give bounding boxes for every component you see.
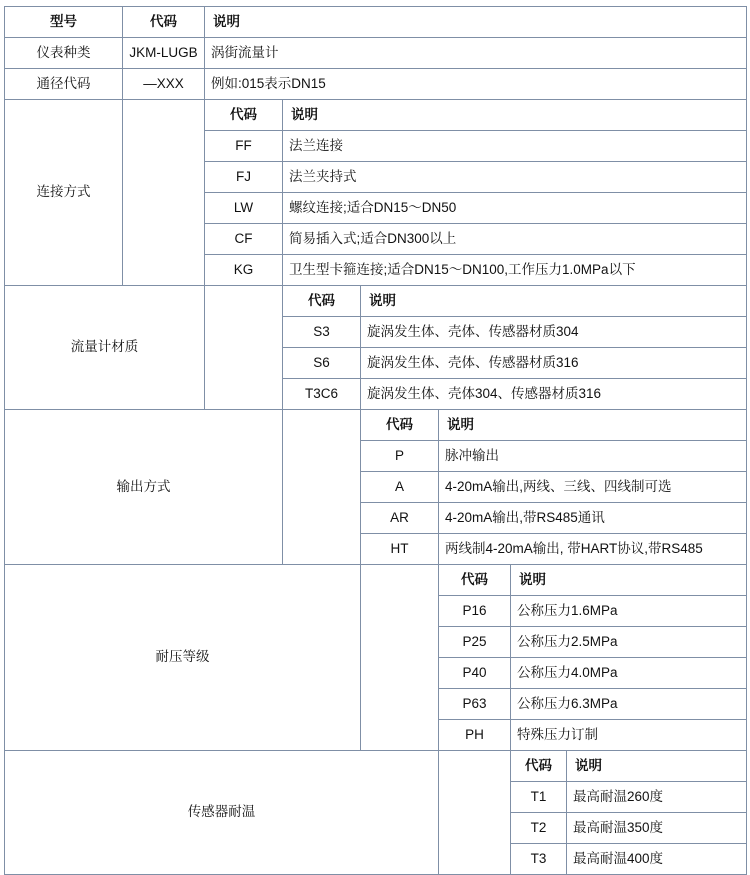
subheader-desc-output: 说明 (439, 410, 747, 441)
row-code-diameter-code: —XXX (123, 69, 205, 100)
item-code: P (361, 441, 439, 472)
item-desc: 两线制4-20mA输出, 带HART协议,带RS485 (439, 534, 747, 565)
item-code: P40 (439, 658, 511, 689)
item-code: S6 (283, 348, 361, 379)
row-label-instrument-type: 仪表种类 (5, 38, 123, 69)
subheader-desc-connection: 说明 (283, 100, 747, 131)
row-desc-diameter-code: 例如:015表示DN15 (205, 69, 747, 100)
subheader-code-pressure: 代码 (439, 565, 511, 596)
item-code: P16 (439, 596, 511, 627)
item-code: FJ (205, 162, 283, 193)
section-subheader-row (5, 410, 747, 441)
item-code: LW (205, 193, 283, 224)
item-code: AR (361, 503, 439, 534)
item-code: A (361, 472, 439, 503)
item-desc: 卫生型卡箍连接;适合DN15～DN100,工作压力1.0MPa以下 (283, 255, 747, 286)
item-desc: 4-20mA输出,两线、三线、四线制可选 (439, 472, 747, 503)
item-code: CF (205, 224, 283, 255)
header-model: 型号 (5, 7, 123, 38)
subheader-code-material: 代码 (283, 286, 361, 317)
table-row (5, 38, 747, 69)
model-selection-table (4, 6, 747, 875)
section-subheader-row (5, 565, 747, 596)
row-desc-instrument-type: 涡街流量计 (205, 38, 747, 69)
section-subheader-row (5, 100, 747, 131)
item-code: T2 (511, 813, 567, 844)
item-desc: 公称压力6.3MPa (511, 689, 747, 720)
item-desc: 法兰夹持式 (283, 162, 747, 193)
section-label-material: 流量计材质 (5, 286, 205, 410)
item-code: T3 (511, 844, 567, 875)
item-code: PH (439, 720, 511, 751)
section-label-output: 输出方式 (5, 410, 283, 565)
header-code: 代码 (123, 7, 205, 38)
section-label-pressure: 耐压等级 (5, 565, 361, 751)
section-spacer-pressure (361, 565, 439, 751)
section-subheader-row (5, 751, 747, 782)
header-description: 说明 (205, 7, 747, 38)
section-label-temperature: 传感器耐温 (5, 751, 439, 875)
item-desc: 公称压力2.5MPa (511, 627, 747, 658)
table-row (5, 69, 747, 100)
section-spacer-material (205, 286, 283, 410)
item-desc: 公称压力1.6MPa (511, 596, 747, 627)
section-spacer-connection (123, 100, 205, 286)
item-desc: 简易插入式;适合DN300以上 (283, 224, 747, 255)
item-code: P25 (439, 627, 511, 658)
item-desc: 螺纹连接;适合DN15～DN50 (283, 193, 747, 224)
subheader-code-output: 代码 (361, 410, 439, 441)
item-desc: 旋涡发生体、壳体304、传感器材质316 (361, 379, 747, 410)
subheader-desc-material: 说明 (361, 286, 747, 317)
table-header-row (5, 7, 747, 38)
item-code: T1 (511, 782, 567, 813)
item-desc: 法兰连接 (283, 131, 747, 162)
item-code: KG (205, 255, 283, 286)
section-subheader-row (5, 286, 747, 317)
item-desc: 旋涡发生体、壳体、传感器材质304 (361, 317, 747, 348)
subheader-code-connection: 代码 (205, 100, 283, 131)
item-code: T3C6 (283, 379, 361, 410)
item-code: S3 (283, 317, 361, 348)
item-code: FF (205, 131, 283, 162)
item-desc: 4-20mA输出,带RS485通讯 (439, 503, 747, 534)
item-desc: 最高耐温350度 (567, 813, 747, 844)
item-code: HT (361, 534, 439, 565)
item-desc: 特殊压力订制 (511, 720, 747, 751)
item-desc: 公称压力4.0MPa (511, 658, 747, 689)
subheader-desc-pressure: 说明 (511, 565, 747, 596)
item-desc: 脉冲输出 (439, 441, 747, 472)
section-spacer-output (283, 410, 361, 565)
subheader-code-temperature: 代码 (511, 751, 567, 782)
item-desc: 旋涡发生体、壳体、传感器材质316 (361, 348, 747, 379)
item-code: P63 (439, 689, 511, 720)
section-spacer-temperature (439, 751, 511, 875)
row-label-diameter-code: 通径代码 (5, 69, 123, 100)
row-code-instrument-type: JKM-LUGB (123, 38, 205, 69)
item-desc: 最高耐温260度 (567, 782, 747, 813)
section-label-connection: 连接方式 (5, 100, 123, 286)
subheader-desc-temperature: 说明 (567, 751, 747, 782)
item-desc: 最高耐温400度 (567, 844, 747, 875)
